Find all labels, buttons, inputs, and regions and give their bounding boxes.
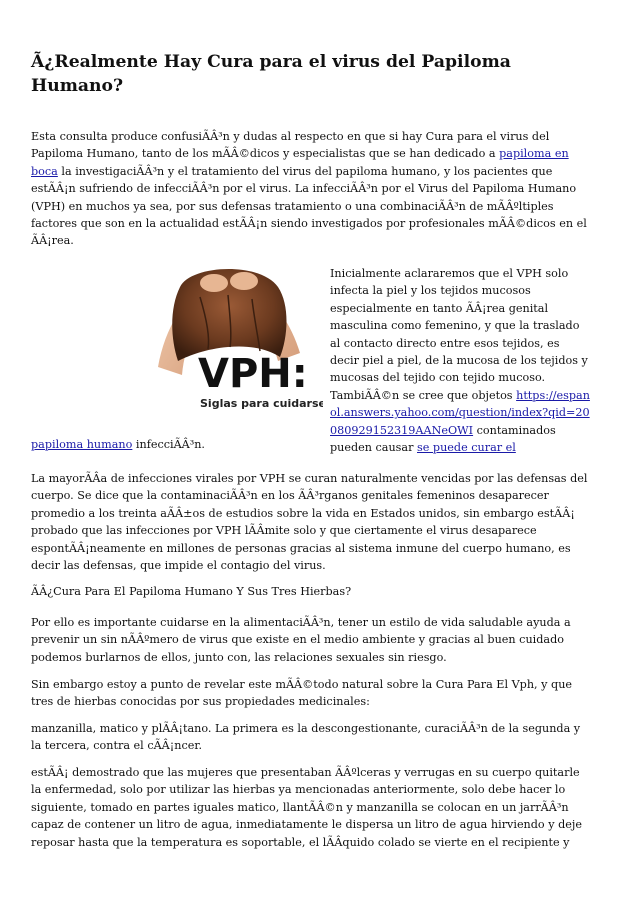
paragraph-viral-infections: La mayorÃÂa de infecciones virales por VPH se curan naturalmente vencidas por las defensas del cuerpo. Se dice que la contaminaciÃÂ³n en los ÃÂ³rganos genitales femeninos desaparecer promedio a los treinta aÃÂ±os de estudios sobre la vida en Estados unidos, sin embargo estÃÂ¡ probado que las infecciones por VPH lÃÂmite solo y que ciertamente el virus desaparece espontÃÂ¡neamente en millones de personas gracias al sistema inmune del cuerpo humano, es decir las defensas, que impide el contagio del virus. [31,472,588,573]
floated-paragraph [330,265,592,456]
float-tail-text: contaminados pueden causar [330,423,556,455]
intro-text-rest: la investigaciÃÂ³n y el tratamiento del virus del papiloma humano, y los pacientes que estÃÂ¡n sufriendo de infecciÃÂ³n por el virus. La infecciÃÂ³n por el Virus del Papiloma Humano (VPH) en muchos ya sea, por sus defensas tratamiento o una combinaciÃÂ³n de mÃÂºltiples factores que son en la actualidad estÃÂ¡n siendo investigados por profesionales mÃÂ©dicos en el ÃÂ¡rea. [31,164,587,248]
intro-paragraph [31,128,593,250]
float-text: Inicialmente aclararemos que el VPH solo infecta la piel y los tejidos mucosos especialmente en tanto ÃÂ¡rea genital masculina como femenino, y que la traslado al contacto directo entre esos tejidos, es decir piel a piel, de la mucosa de los tejidos y mucosas del tejido con tejido mucoso. TambiÃÂ©n se cree que objetos [330,267,588,402]
yahoo-answers-link[interactable]: https://espanol.answers.yahoo.com/question/index?qid=20080929152319AANeOWI [330,388,590,437]
paragraph-alimentation: Por ello es importante cuidarse en la alimentaciÃÂ³n, tener un estilo de vida saludable ayuda a prevenir un sin nÃÂºmero de virus que existe en el medio ambiente y gracias al buen cuidado podemos burlarnos de ellos, junto con, las relaciones sexuales sin riesgo. [31,616,571,664]
vph-illustration [140,257,323,415]
woman-holding-head-image [140,257,323,415]
vph-caption-text: Siglas para cuidarse [200,397,323,410]
papiloma-humano-link[interactable]: papiloma humano [31,438,133,451]
paragraph-preparation: estÃÂ¡ demostrado que las mujeres que presentaban ÃÂºlceras y verrugas en su cuerpo quitarle la enfermedad, solo por utilizar las hierbas ya mencionadas anteriormente, solo debe hacer lo siguiente, tomado en partes iguales matico, llantÃÂ©n y manzanilla se colocan en un jarrÃÂ³n capaz de contener un litro de agua, inmediatamente le dispersa un litro de agua hirviendo y deje reposar hasta que la temperatura es soportable, el lÃÂquido colado se vierte en el recipiente y [31,766,582,849]
paragraph-herbs: manzanilla, matico y plÃÂ¡tano. La primera es la descongestionante, curaciÃÂ³n de la segunda y la tercera, contra el cÃÂ¡ncer. [31,722,581,753]
papiloma-en-boca-link[interactable]: papiloma en boca [31,147,569,178]
se-puede-curar-link[interactable]: se puede curar el [417,441,516,455]
vph-brand-text: VPH: [198,351,308,397]
paragraph-question-heading: ÃÂ¿Cura Para El Papiloma Humano Y Sus Tres Hierbas? [31,585,352,598]
infection-line [31,436,593,453]
page-title: Ã¿Realmente Hay Cura para el virus del Papiloma Humano? [31,52,511,96]
infection-tail: infecciÃÂ³n. [132,438,205,451]
intro-text: Esta consulta produce confusiÃÂ³n y dudas al respecto en que si hay Cura para el virus del Papiloma Humano, tanto de los mÃÂ©dicos y especialistas que se han dedicado a [31,130,550,161]
paragraph-natural-method: Sin embargo estoy a punto de revelar este mÃÂ©todo natural sobre la Cura Para El Vph, y que tres de hierbas conocidas por sus propiedades medicinales: [31,678,573,709]
